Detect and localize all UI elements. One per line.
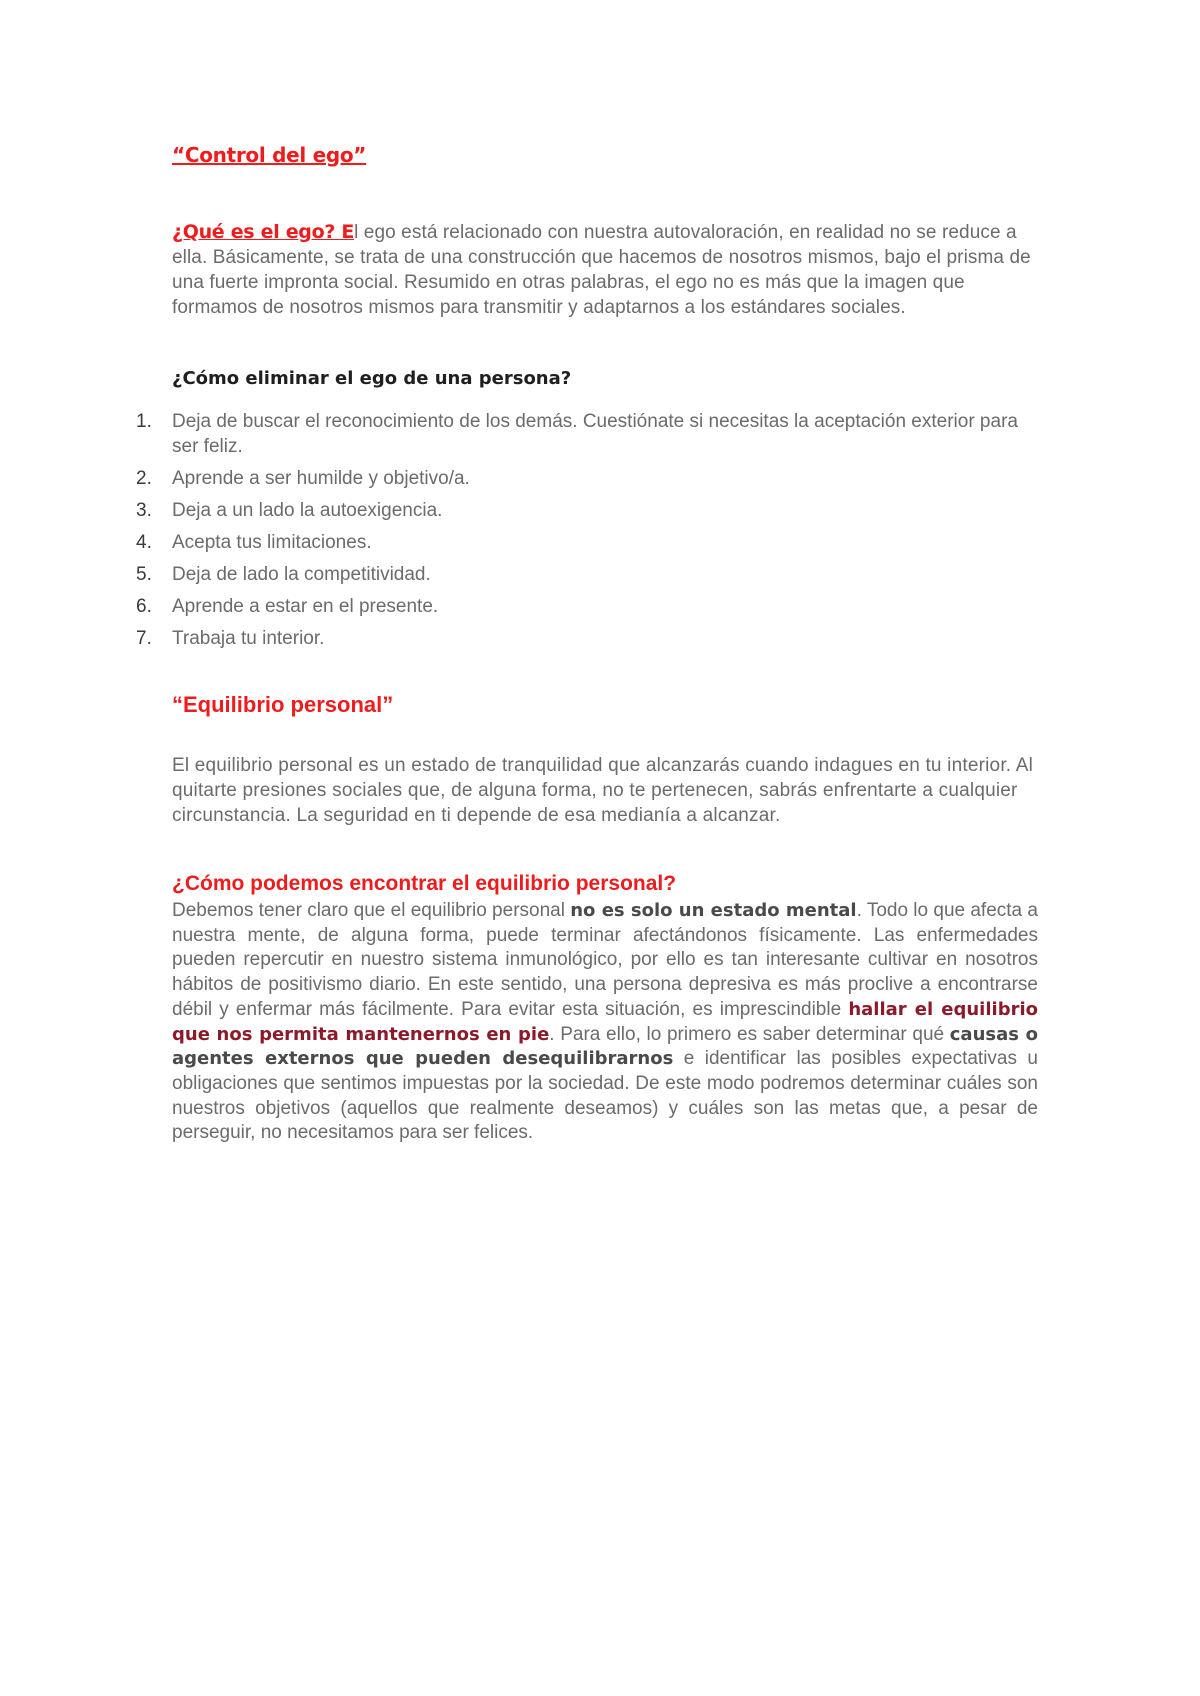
list-item (132, 562, 1042, 587)
list-item-text: Trabaja tu interior. (172, 628, 325, 649)
emphasis-estado-mental: no es solo un estado mental (570, 900, 857, 921)
list-item (132, 594, 1042, 619)
list-number: 3. (136, 500, 152, 521)
list-item-text: Aprende a estar en el presente. (172, 596, 439, 617)
list-item (132, 530, 1042, 555)
list-item-text: Deja de buscar el reconocimiento de los demás. Cuestiónate si necesitas la aceptación exterior para ser feliz. (172, 411, 1018, 457)
list-item (132, 409, 1042, 459)
emphasis-causas-externas: causas o agentes externos que pueden desequilibrarnos (172, 1023, 1038, 1070)
list-item-text: Deja de lado la competitividad. (172, 564, 431, 585)
list-item (132, 626, 1042, 651)
list-number: 1. (136, 411, 152, 432)
equilibrio-detail-paragraph (172, 899, 1038, 1146)
steps-list (132, 409, 1042, 658)
list-number: 7. (136, 628, 152, 649)
text-run: Debemos tener claro que el equilibrio personal (172, 900, 571, 921)
text-run: e identificar las posibles expectativas u obligaciones que sentimos impuestas por la sociedad. De este modo podremos determinar cuáles son nuestros objetivos (aquellos que realmente deseamos) y cuáles son las metas que, a pesar de perseguir, no necesitamos para ser felices. (172, 1048, 1038, 1144)
text-run: . Todo lo que afecta a nuestra mente, de alguna forma, puede terminar afectándonos físicamente. Las enfermedades pueden repercutir en nuestro sistema inmunológico, por ello es tan interesante cultivar en nosotros hábitos de positivismo diario. En este sentido, una persona depresiva es más proclive a encontrarse débil y enfermar más fácilmente. Para evitar esta situación, es imprescindible (172, 900, 1038, 1020)
list-item-text: Deja a un lado la autoexigencia. (172, 500, 443, 521)
list-number: 6. (136, 596, 152, 617)
text-run: . Para ello, lo primero es saber determinar qué (549, 1023, 950, 1045)
question-eliminar-ego: ¿Cómo eliminar el ego de una persona? (172, 368, 572, 389)
intro-question: ¿Qué es el ego? E (172, 221, 355, 243)
intro-paragraph (172, 220, 1038, 320)
list-item (132, 466, 1042, 491)
list-item-text: Aprende a ser humilde y objetivo/a. (172, 468, 470, 489)
title-control-del-ego: “Control del ego” (172, 143, 367, 167)
intro-text: l ego está relacionado con nuestra autovaloración, en realidad no se reduce a ella. Básicamente, se trata de una construcción que hacemos de nosotros mismos, bajo el prisma de una fuerte impronta social. Resumido en otras palabras, el ego no es más que la imagen que formamos de nosotros mismos para transmitir y adaptarnos a los estándares sociales. (172, 222, 1031, 318)
emphasis-hallar-equilibrio: hallar el equilibrio que nos permita mantenernos en pie (172, 998, 1038, 1045)
question-encontrar-equilibrio: ¿Cómo podemos encontrar el equilibrio personal? (172, 872, 677, 895)
title-equilibrio-personal: “Equilibrio personal” (172, 692, 394, 717)
equilibrio-paragraph: El equilibrio personal es un estado de tranquilidad que alcanzarás cuando indagues en tu interior. Al quitarte presiones sociales que, de alguna forma, no te pertenecen, sabrás enfrentarte a cualquier circunstancia. La seguridad en ti depende de esa medianía a alcanzar. (172, 755, 1033, 826)
list-item-text: Acepta tus limitaciones. (172, 532, 372, 553)
list-number: 4. (136, 532, 152, 553)
list-item (132, 498, 1042, 523)
list-number: 5. (136, 564, 152, 585)
list-number: 2. (136, 468, 152, 489)
